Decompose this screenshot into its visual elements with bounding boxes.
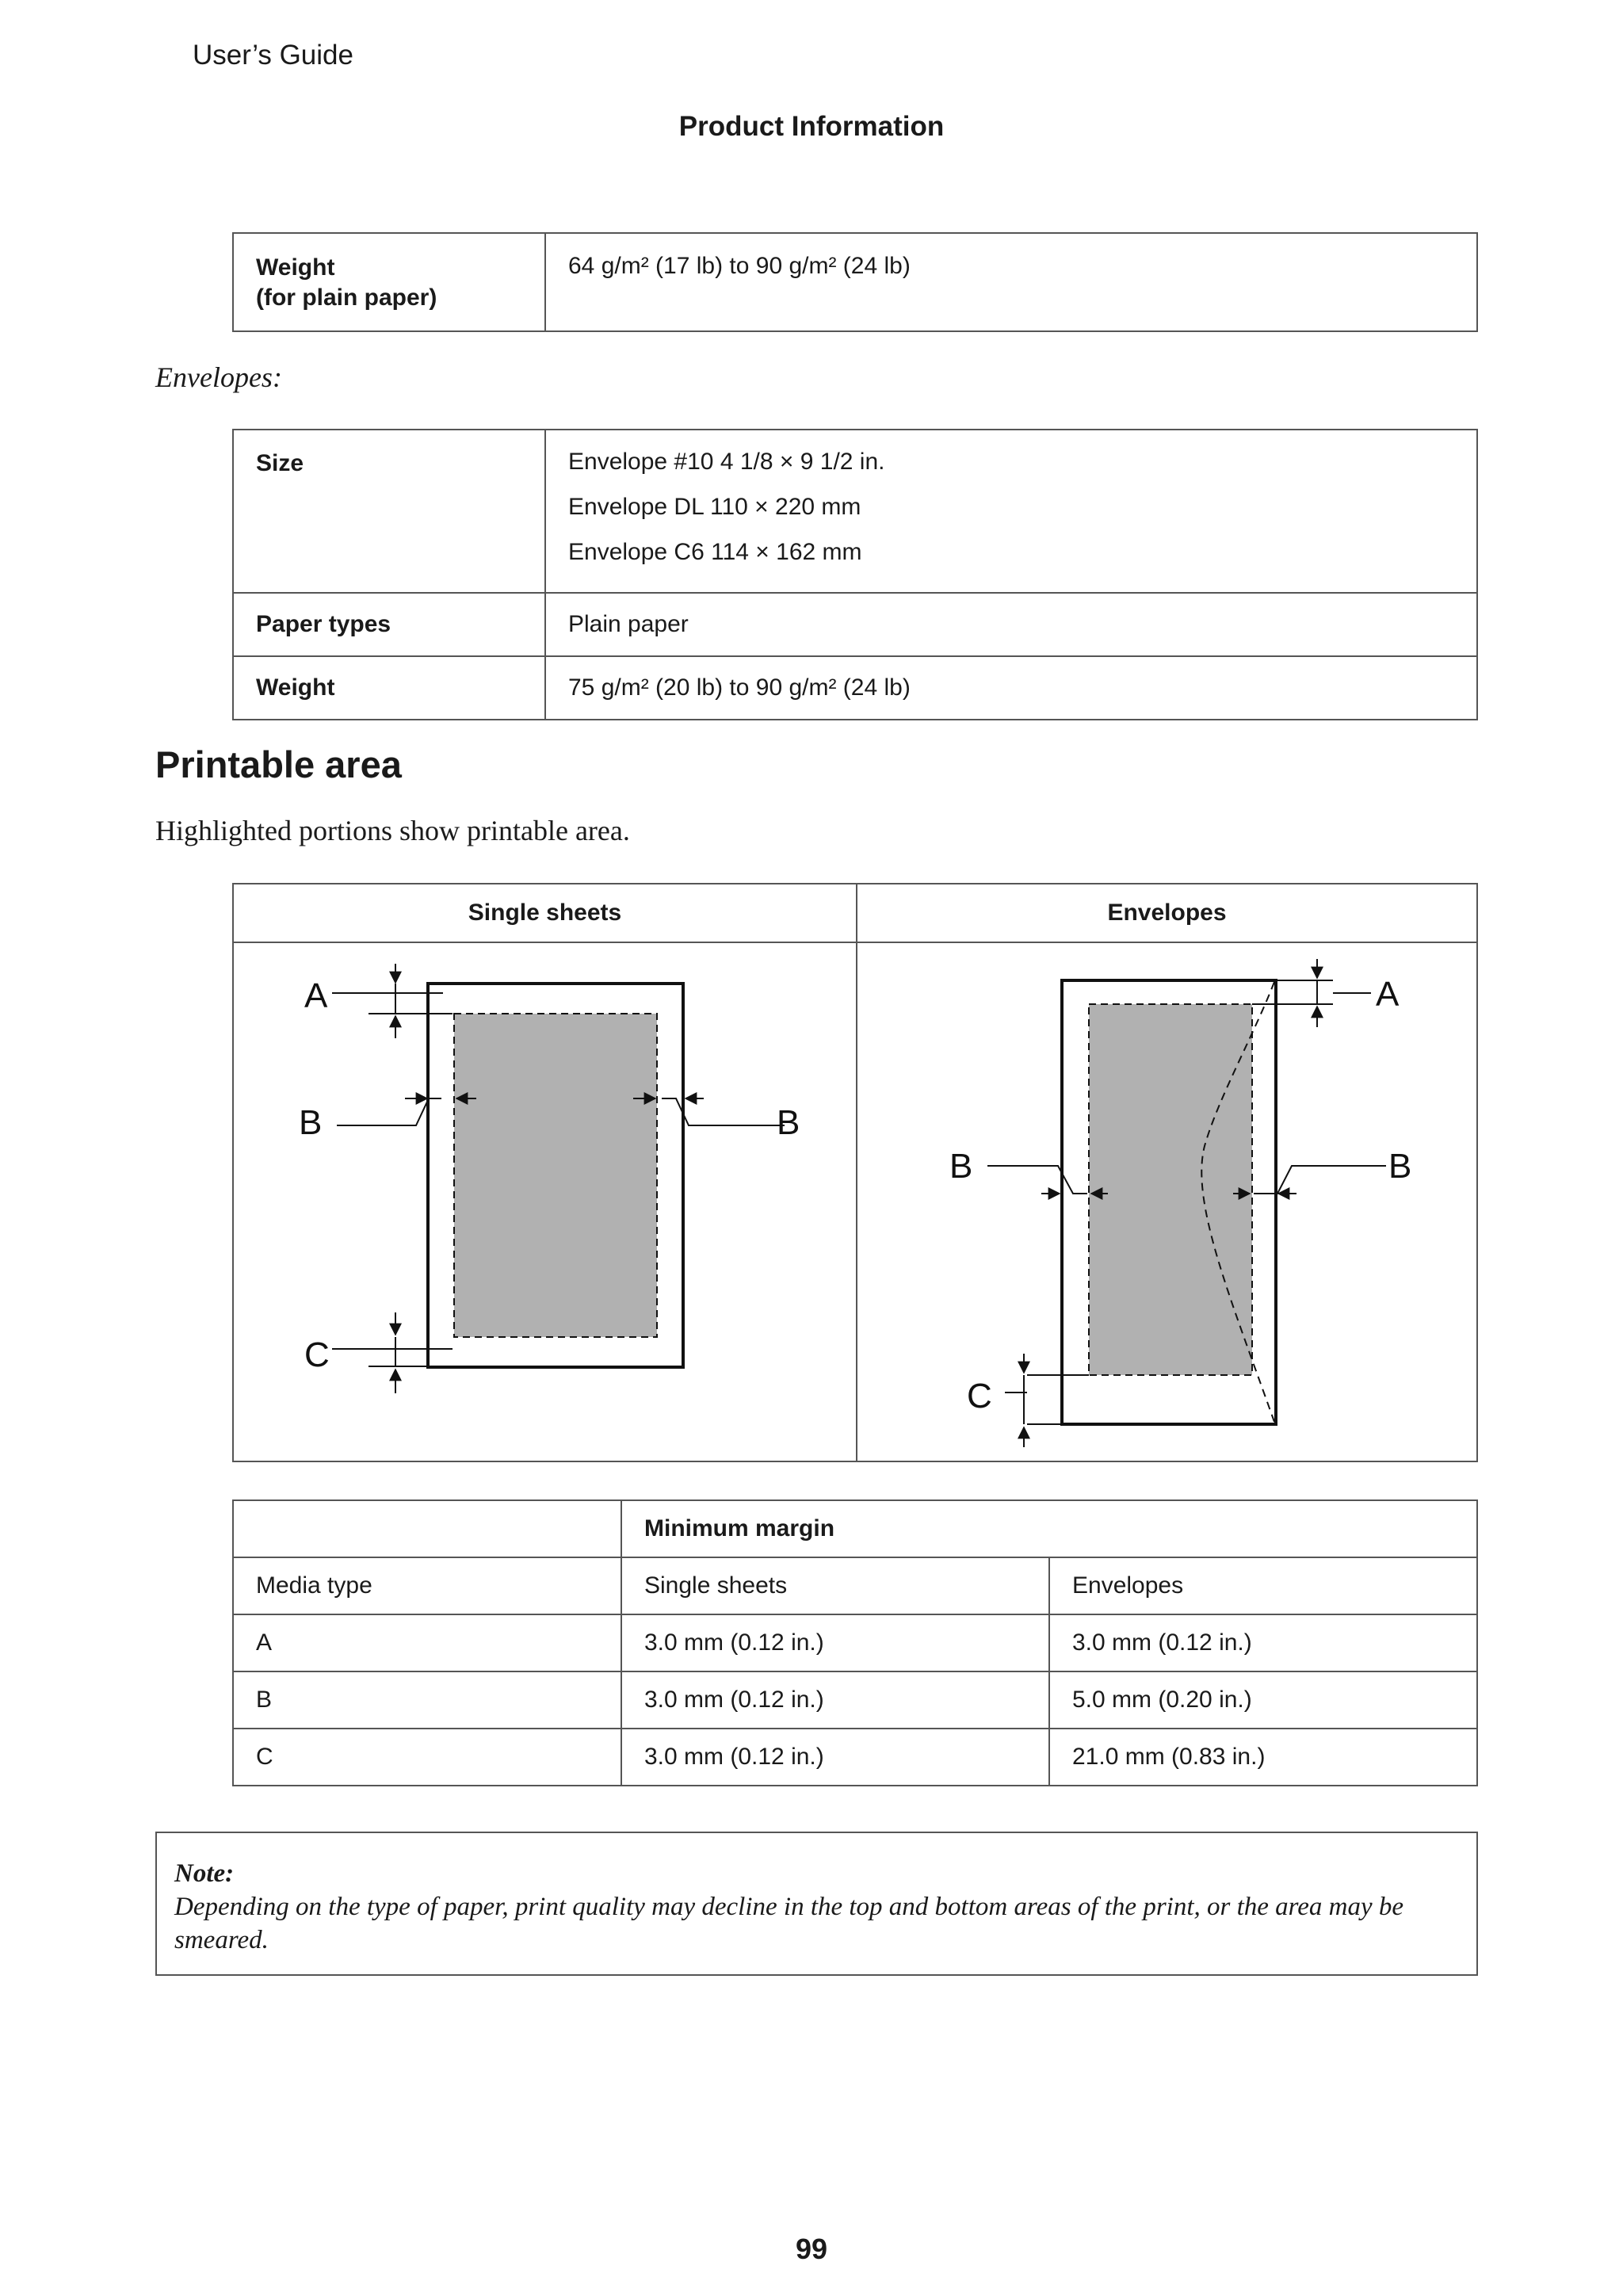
printable-area-heading: Printable area bbox=[155, 743, 402, 785]
weight-value: 75 g/m² (20 lb) to 90 g/m² (24 lb) bbox=[545, 656, 1477, 720]
label-b-left: B bbox=[299, 1103, 323, 1142]
table-row bbox=[233, 593, 1477, 656]
note-body: Depending on the type of paper, print quality may decline in the top and bottom areas of the print, or the area may be smeared. bbox=[174, 1893, 1404, 1954]
single-cell: 3.0 mm (0.12 in.) bbox=[621, 1729, 1049, 1786]
weight-key bbox=[233, 233, 545, 331]
paper-types-value: Plain paper bbox=[545, 593, 1477, 656]
label-b-left: B bbox=[949, 1147, 973, 1186]
table-row bbox=[233, 430, 1477, 593]
single-sheet-figure bbox=[234, 884, 856, 1461]
single-cell: 3.0 mm (0.12 in.) bbox=[621, 1671, 1049, 1729]
media-cell: A bbox=[233, 1614, 621, 1671]
envelope-spec-table bbox=[232, 429, 1478, 720]
printable-region bbox=[454, 1014, 657, 1337]
size-value: Envelope C6 114 × 162 mm bbox=[568, 539, 862, 565]
table-row bbox=[233, 233, 1477, 331]
paper-types-key: Paper types bbox=[233, 593, 545, 656]
single-cell: 3.0 mm (0.12 in.) bbox=[621, 1614, 1049, 1671]
note-box bbox=[155, 1832, 1478, 1976]
env-cell: 5.0 mm (0.20 in.) bbox=[1049, 1671, 1477, 1729]
leader-line bbox=[337, 1098, 441, 1125]
label-c: C bbox=[967, 1377, 992, 1415]
weight-key-line: (for plain paper) bbox=[256, 285, 437, 311]
note-title: Note: bbox=[174, 1859, 235, 1888]
label-c: C bbox=[304, 1335, 330, 1374]
env-cell: 3.0 mm (0.12 in.) bbox=[1049, 1614, 1477, 1671]
printable-region bbox=[1089, 1004, 1252, 1375]
env-cell: 21.0 mm (0.83 in.) bbox=[1049, 1729, 1477, 1786]
single-sheets-header: Single sheets bbox=[468, 900, 622, 926]
media-cell: B bbox=[233, 1671, 621, 1729]
minimum-margin-header: Minimum margin bbox=[621, 1500, 1477, 1557]
column-header: Envelopes bbox=[1049, 1557, 1477, 1614]
table-row bbox=[233, 1614, 1477, 1671]
printable-area-diagram bbox=[232, 883, 1478, 1462]
envelopes-header: Envelopes bbox=[1107, 900, 1227, 926]
weight-value: 64 g/m² (17 lb) to 90 g/m² (24 lb) bbox=[545, 233, 1477, 331]
table-row bbox=[233, 1500, 1477, 1557]
envelope-figure bbox=[857, 884, 1476, 1461]
minimum-margin-table bbox=[232, 1499, 1478, 1786]
column-header: Media type bbox=[233, 1557, 621, 1614]
empty-cell bbox=[233, 1500, 621, 1557]
column-header: Single sheets bbox=[621, 1557, 1049, 1614]
document-title: User’s Guide bbox=[193, 40, 353, 71]
plain-paper-weight-table bbox=[232, 232, 1478, 332]
section-title: Product Information bbox=[678, 111, 945, 142]
label-b-right: B bbox=[777, 1103, 800, 1142]
table-row bbox=[233, 1557, 1477, 1614]
size-key: Size bbox=[233, 430, 545, 593]
page-number: 99 bbox=[795, 2233, 828, 2265]
media-cell: C bbox=[233, 1729, 621, 1786]
weight-key-line: Weight bbox=[256, 254, 335, 281]
label-b-right: B bbox=[1388, 1147, 1412, 1186]
label-a: A bbox=[304, 976, 328, 1015]
size-value: Envelope DL 110 × 220 mm bbox=[568, 494, 861, 520]
label-a: A bbox=[1376, 975, 1400, 1014]
table-row bbox=[233, 656, 1477, 720]
envelopes-label: Envelopes: bbox=[155, 361, 282, 393]
size-value: Envelope #10 4 1/8 × 9 1/2 in. bbox=[568, 449, 885, 475]
size-values bbox=[545, 430, 1477, 593]
table-row bbox=[233, 1729, 1477, 1786]
weight-key: Weight bbox=[233, 656, 545, 720]
printable-area-lead: Highlighted portions show printable area. bbox=[155, 815, 630, 846]
table-row bbox=[233, 1671, 1477, 1729]
